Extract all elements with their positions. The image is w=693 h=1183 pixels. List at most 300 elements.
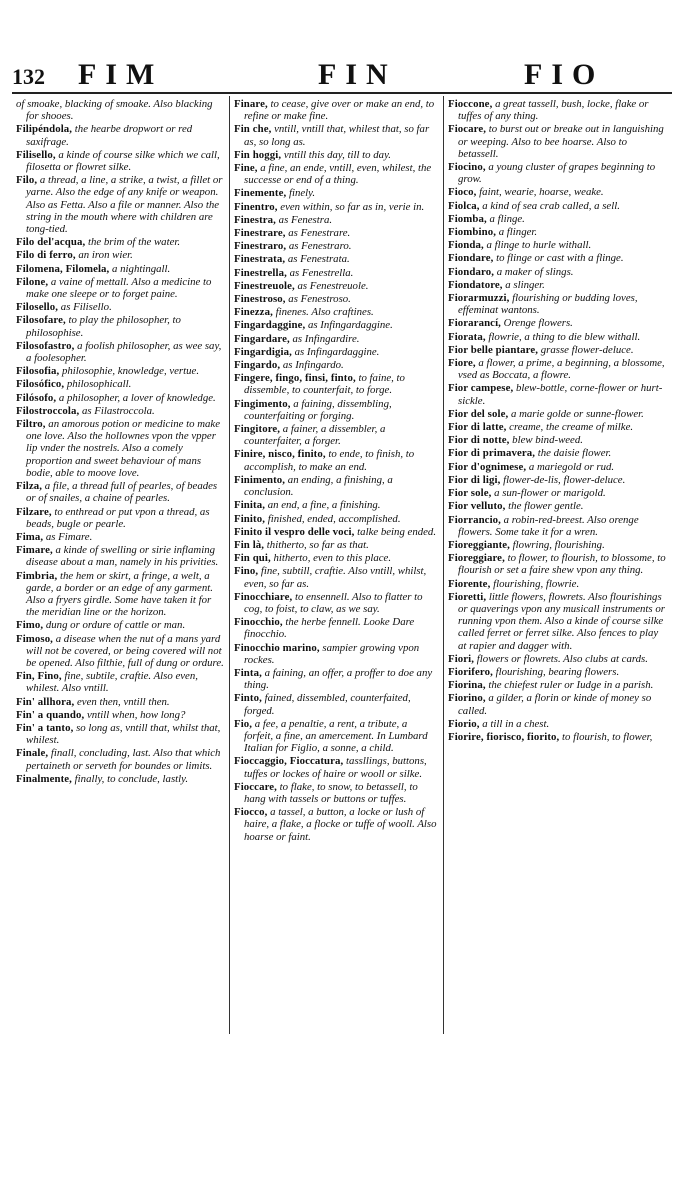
entry-headword: Fionda, bbox=[448, 239, 484, 252]
entry-headword: Fior d'ognimese, bbox=[448, 460, 527, 473]
entry-headword: Filosófico, bbox=[16, 378, 65, 391]
entry-headword: Finocchio, bbox=[234, 616, 283, 629]
dictionary-entry bbox=[16, 670, 226, 694]
entry-headword: Fiorino, bbox=[448, 692, 486, 705]
entry-definition: as Fenestrare. bbox=[285, 227, 351, 240]
dictionary-entry bbox=[234, 526, 438, 538]
entry-headword: Fingitore, bbox=[234, 423, 281, 436]
entry-headword: Fiorente, bbox=[448, 577, 491, 590]
entry-headword: Fioreggiare, bbox=[448, 552, 505, 565]
dictionary-entry bbox=[448, 487, 666, 499]
dictionary-entry bbox=[234, 474, 438, 498]
dictionary-entry bbox=[16, 301, 226, 313]
entry-headword: Filone, bbox=[16, 275, 49, 288]
entry-headword: Fino, bbox=[234, 565, 259, 578]
entry-definition: a great tassell, bush, locke, flake or tuffes of any thing. bbox=[458, 98, 649, 123]
dictionary-entry bbox=[234, 293, 438, 305]
entry-definition: grasse flower-deluce. bbox=[538, 343, 634, 356]
dictionary-entry bbox=[16, 392, 226, 404]
entry-definition: philosophicall. bbox=[64, 378, 132, 391]
entry-headword: Fior velluto, bbox=[448, 500, 506, 513]
entry-headword: Fingimento, bbox=[234, 397, 291, 410]
dictionary-entry bbox=[234, 280, 438, 292]
entry-headword: Filo di ferro, bbox=[16, 249, 76, 262]
entry-definition: an amorous potion or medicine to make one love. Also the hollownes vpon the vpper lip vnder the nostrels. Also a comely proportion and sweet behaviour of mans bodie, able to moove love. bbox=[26, 418, 221, 479]
entry-headword: Finire, nisco, finito, bbox=[234, 448, 326, 461]
dictionary-entry bbox=[234, 267, 438, 279]
dictionary-entry bbox=[448, 731, 666, 743]
entry-headword: Finestreuole, bbox=[234, 279, 295, 292]
entry-headword: Fingardare, bbox=[234, 332, 290, 345]
entry-definition: a vaine of mettall. Also a medicine to make one sleepe or to forget paine. bbox=[26, 275, 212, 301]
entry-definition: vntill, vntill that, whilest that, so far as, so long as. bbox=[244, 123, 430, 148]
entry-headword: Fiorarmuzzi, bbox=[448, 292, 510, 305]
entry-definition: as Fenestroso. bbox=[285, 293, 351, 306]
entry-headword: Filo del'acqua, bbox=[16, 236, 86, 249]
entry-definition: an ending, a finishing, a conclusion. bbox=[244, 473, 393, 499]
entry-definition: fine, subtill, craftie. Also vntill, whilst, even, so far as. bbox=[244, 565, 427, 590]
dictionary-entry bbox=[448, 226, 666, 238]
dictionary-entry bbox=[448, 461, 666, 473]
entry-definition: to burst out or breake out in languishing or weeping. Also to bee hoarse. Also to betassell. bbox=[458, 123, 664, 160]
entry-headword: Filtro, bbox=[16, 418, 46, 431]
entry-definition: the hem or skirt, a fringe, a welt, a garde, a border or an edge of any garment. Also a fryers girdle. Some have taken it for the meridian line or the horizon. bbox=[26, 569, 213, 619]
dictionary-entry bbox=[16, 249, 226, 261]
entry-definition: as Fenestrata. bbox=[285, 253, 350, 266]
entry-definition: little flowers, flowrets. Also flourishings or quaverings vpon any musicall instruments or running vpon them. Also a kinde of course silke called ferret or ferret silke. Also fences to play at rapier and dagger with. bbox=[458, 590, 665, 652]
dictionary-entry bbox=[448, 447, 666, 459]
entry-definition: hitherto, even to this place. bbox=[270, 552, 392, 565]
entry-definition: to faine, to dissemble, to counterfait, to forge. bbox=[244, 372, 405, 397]
dictionary-entry bbox=[448, 578, 666, 590]
entry-definition: an iron wier. bbox=[75, 249, 133, 262]
entry-definition: of smoake, blacking of smoake. Also blacking for shooes. bbox=[16, 98, 213, 123]
entry-definition: thitherto, so far as that. bbox=[264, 538, 369, 551]
dictionary-entry bbox=[16, 722, 226, 746]
entry-definition: finely. bbox=[286, 187, 316, 200]
entry-headword: Fin che, bbox=[234, 123, 272, 136]
dictionary-entry bbox=[16, 506, 226, 530]
dictionary-entry bbox=[448, 213, 666, 225]
dictionary-entry bbox=[234, 214, 438, 226]
entry-definition: a slinger. bbox=[502, 278, 545, 291]
entry-definition: as Infingardire. bbox=[289, 332, 360, 345]
entry-definition: flowring, flourishing. bbox=[509, 538, 605, 551]
entry-headword: Filosello, bbox=[16, 301, 59, 314]
dictionary-entry bbox=[16, 544, 226, 568]
entry-headword: Finto, bbox=[234, 692, 262, 705]
entry-definition: to flourish, to flower, bbox=[559, 730, 653, 743]
entry-definition: a fee, a penaltie, a rent, a tribute, a forfeit, a fine, an amercement. In Lumbard Italian for Figlio, a sonne, a child. bbox=[244, 717, 428, 755]
entry-definition: talke being ended. bbox=[354, 525, 437, 538]
entry-definition: flourishing, bearing flowers. bbox=[492, 665, 620, 678]
entry-definition: a disease when the nut of a mans yard will not be covered, or being covered will not be opened. Also filthie, full of dung or ordure. bbox=[26, 632, 224, 669]
entry-definition: as Fenestra. bbox=[275, 213, 333, 226]
dictionary-entry bbox=[448, 666, 666, 678]
entry-headword: Fioreggiante, bbox=[448, 538, 510, 551]
entry-headword: Fiombino, bbox=[448, 226, 496, 239]
entry-headword: Fiondatore, bbox=[448, 278, 503, 291]
entry-definition: a mariegold or rud. bbox=[526, 460, 615, 473]
entry-definition: a kinde of swelling or sirie inflaming disease about a man, namely in his privities. bbox=[26, 544, 219, 569]
entry-definition: a faining, an offer, a proffer to doe any thing. bbox=[244, 666, 433, 692]
dictionary-entry bbox=[448, 500, 666, 512]
entry-definition: a robin-red-breest. Also orenge flowers. Some take it for a wren. bbox=[458, 513, 639, 538]
column-1 bbox=[16, 98, 226, 1033]
entry-headword: Filzare, bbox=[16, 505, 52, 518]
dictionary-entry bbox=[16, 696, 226, 708]
entry-headword: Filo, bbox=[16, 174, 38, 187]
entry-definition: a fine, an ende, vntill, even, whilest, the successe or end of a thing. bbox=[244, 162, 432, 187]
entry-definition: as Filisello. bbox=[58, 301, 112, 314]
dictionary-entry bbox=[448, 98, 666, 122]
entry-headword: Fior di ligi, bbox=[448, 473, 501, 486]
entry-headword: Fingere, fingo, finsi, finto, bbox=[234, 372, 356, 385]
dictionary-entry bbox=[234, 718, 438, 755]
entry-definition: as Infingardaggine. bbox=[291, 345, 380, 358]
dictionary-entry bbox=[16, 405, 226, 417]
dictionary-entry bbox=[448, 279, 666, 291]
entry-headword: Finestra, bbox=[234, 213, 276, 226]
dictionary-entry bbox=[448, 514, 666, 538]
entry-definition: a kinde of course silke which we call, filosetta or flowret silke. bbox=[26, 148, 220, 174]
entry-headword: Finentro, bbox=[234, 200, 278, 213]
entry-headword: Fiorio, bbox=[448, 717, 480, 730]
dictionary-entry bbox=[16, 123, 226, 147]
entry-definition: as Fenestrella. bbox=[286, 266, 354, 279]
entry-headword: Fiocco, bbox=[234, 806, 268, 819]
entry-definition: creame, the creame of milke. bbox=[506, 421, 634, 434]
entry-headword: Finalmente, bbox=[16, 772, 72, 785]
dictionary-entry bbox=[234, 448, 438, 472]
entry-definition: finall, concluding, last. Also that which pertaineth or serveth for boundes or limits. bbox=[26, 747, 221, 772]
dictionary-entry bbox=[448, 239, 666, 251]
entry-definition: a thread, a line, a strike, a twist, a fillet or yarne. Also the edge of any knife or weapon. Also as Fetta. Also a file or manner. Also the string in the mouth where with children are tong-tied. bbox=[26, 174, 223, 236]
entry-definition: flowers or flowrets. Also clubs at cards. bbox=[474, 652, 648, 665]
entry-definition: a flinge to hurle withall. bbox=[483, 239, 592, 252]
entry-headword: Finta, bbox=[234, 666, 262, 679]
entry-headword: Fiondaro, bbox=[448, 265, 494, 278]
entry-definition: to cease, give over or make an end, to refine or make fine. bbox=[244, 98, 435, 123]
entry-headword: Finestrata, bbox=[234, 253, 286, 266]
entry-headword: Fimoso, bbox=[16, 632, 53, 645]
dictionary-entry bbox=[234, 333, 438, 345]
dictionary-entry bbox=[16, 263, 226, 275]
entry-definition: as Fenestraro. bbox=[286, 240, 352, 253]
entry-definition: flourishing, flowrie. bbox=[490, 577, 580, 590]
dictionary-entry bbox=[234, 372, 438, 396]
entry-definition: finally, to conclude, lastly. bbox=[71, 772, 189, 785]
entry-headword: Finito, bbox=[234, 512, 265, 525]
entry-headword: Fin' a quando, bbox=[16, 708, 85, 721]
dictionary-entry bbox=[234, 162, 438, 186]
dictionary-entry bbox=[234, 499, 438, 511]
dictionary-entry bbox=[234, 513, 438, 525]
entry-definition: a marie golde or sunne-flower. bbox=[508, 407, 644, 420]
entry-headword: Fin hoggi, bbox=[234, 148, 282, 161]
entry-definition: blew-bottle, corne-flower or hurt-sickle. bbox=[458, 382, 663, 407]
dictionary-entry bbox=[448, 292, 666, 316]
column-2 bbox=[234, 98, 438, 1033]
dictionary-entry bbox=[16, 174, 226, 235]
dictionary-entry bbox=[234, 565, 438, 589]
dictionary-entry bbox=[234, 201, 438, 213]
dictionary-entry bbox=[448, 679, 666, 691]
entry-definition: a philosopher, a lover of knowledge. bbox=[56, 391, 216, 404]
entry-definition: flourishing or budding loves, effeminat wantons. bbox=[458, 292, 638, 317]
entry-definition: faint, wearie, hoarse, weake. bbox=[476, 186, 604, 199]
entry-headword: Fioccare, bbox=[234, 780, 277, 793]
dictionary-entry bbox=[16, 709, 226, 721]
entry-definition: to flake, to snow, to betassell, to hang with tassels or buttons or tuffes. bbox=[244, 780, 418, 805]
dictionary-entry bbox=[448, 252, 666, 264]
entry-definition: the hearbe dropwort or red saxifrage. bbox=[26, 123, 193, 148]
dictionary-entry bbox=[16, 619, 226, 631]
entry-headword: Finocchiare, bbox=[234, 590, 293, 603]
dictionary-entry bbox=[448, 317, 666, 329]
entry-definition: a flower, a prime, a beginning, a blossome, vsed as Boccata, a flowre. bbox=[458, 357, 665, 382]
column-divider-2 bbox=[443, 96, 444, 1034]
entry-headword: Filza, bbox=[16, 480, 43, 493]
dictionary-entry bbox=[448, 653, 666, 665]
entry-definition: the daisie flower. bbox=[535, 447, 612, 460]
entry-definition: a faining, dissembling, counterfaiting or forging. bbox=[244, 397, 392, 422]
entry-definition: so long as, vntill that, whilst that, whilest. bbox=[26, 721, 221, 747]
dictionary-entry bbox=[448, 186, 666, 198]
dictionary-entry bbox=[234, 692, 438, 716]
entry-definition: a till in a chest. bbox=[479, 717, 550, 730]
dictionary-entry bbox=[234, 423, 438, 447]
entry-headword: Fiomba, bbox=[448, 212, 487, 225]
dictionary-entry bbox=[16, 747, 226, 771]
entry-headword: Fin' a tanto, bbox=[16, 721, 74, 734]
dictionary-entry bbox=[448, 123, 666, 160]
dictionary-entry bbox=[448, 474, 666, 486]
dictionary-entry bbox=[448, 161, 666, 185]
dictionary-entry bbox=[234, 306, 438, 318]
dictionary-entry bbox=[234, 253, 438, 265]
entry-definition: a young cluster of grapes beginning to grow. bbox=[458, 161, 656, 186]
dictionary-entry bbox=[16, 276, 226, 300]
entry-definition: to flinge or cast with a flinge. bbox=[493, 252, 624, 265]
entry-headword: Fine, bbox=[234, 162, 258, 175]
entry-definition: a flinge. bbox=[486, 212, 525, 225]
entry-definition: the flower gentle. bbox=[505, 500, 584, 513]
entry-definition: philosophie, knowledge, vertue. bbox=[59, 365, 200, 378]
dictionary-entry bbox=[448, 718, 666, 730]
entry-definition: an end, a fine, a finishing. bbox=[265, 499, 381, 512]
entry-definition: a kind of sea crab called, a sell. bbox=[479, 199, 620, 212]
entry-definition: a tassel, a button, a locke or lush of haire, a flake, a flocke or tuffe of wooll. Also hoarse or faint. bbox=[244, 806, 437, 843]
dictionary-entry bbox=[234, 806, 438, 843]
entry-headword: Fior di notte, bbox=[448, 434, 510, 447]
entry-headword: Fiorifero, bbox=[448, 665, 493, 678]
entry-headword: Fioccone, bbox=[448, 98, 493, 110]
dictionary-entry bbox=[448, 552, 666, 576]
entry-definition: the herbe fennell. Looke Dare finocchio. bbox=[244, 616, 415, 641]
entry-headword: Filosofare, bbox=[16, 314, 66, 327]
entry-headword: Finemente, bbox=[234, 187, 287, 200]
entry-headword: Fingardaggine, bbox=[234, 319, 306, 332]
entry-definition: a gilder, a florin or kinde of money so called. bbox=[458, 692, 652, 717]
dictionary-entry bbox=[234, 539, 438, 551]
page-number: 132 bbox=[12, 64, 45, 89]
entry-definition: a foolish philosopher, as wee say, a foolesopher. bbox=[26, 339, 222, 365]
entry-headword: Fin là, bbox=[234, 538, 265, 551]
entry-definition: a flinger. bbox=[496, 226, 538, 239]
dictionary-entry bbox=[234, 359, 438, 371]
entry-headword: Fingardo, bbox=[234, 359, 281, 372]
entry-definition: the brim of the water. bbox=[85, 236, 181, 249]
entry-definition: fained, dissembled, counterfaited, forged. bbox=[244, 692, 411, 717]
entry-headword: Filomena, Filomela, bbox=[16, 262, 110, 275]
entry-definition: dung or ordure of cattle or man. bbox=[43, 619, 186, 632]
entry-definition: to flower, to flourish, to blossome, to flourish or set a faire shew vpon any thing. bbox=[458, 552, 666, 577]
entry-headword: Finestroso, bbox=[234, 293, 286, 306]
column-divider-1 bbox=[229, 96, 230, 1034]
dictionary-entry bbox=[234, 591, 438, 615]
dictionary-entry bbox=[448, 434, 666, 446]
entry-headword: Fiocino, bbox=[448, 161, 486, 174]
dictionary-entry bbox=[448, 591, 666, 652]
entry-definition: even then, vntill then. bbox=[74, 695, 170, 708]
entry-definition: blew bind-weed. bbox=[509, 434, 583, 447]
entry-headword: Finestraro, bbox=[234, 240, 287, 253]
entry-definition: a nightingall. bbox=[109, 262, 171, 275]
dictionary-entry bbox=[234, 319, 438, 331]
entry-definition: a maker of slings. bbox=[494, 265, 574, 278]
entry-headword: Fiolca, bbox=[448, 199, 480, 212]
dictionary-entry bbox=[16, 418, 226, 479]
entry-headword: Fior belle piantare, bbox=[448, 343, 539, 356]
entry-headword: Fiorina, bbox=[448, 679, 486, 692]
entry-definition: as Infingardaggine. bbox=[305, 319, 393, 332]
entry-headword: Finezza, bbox=[234, 306, 273, 319]
dictionary-entry bbox=[16, 340, 226, 364]
dictionary-entry bbox=[16, 570, 226, 619]
entry-headword: Finimento, bbox=[234, 473, 286, 486]
entry-definition: finished, ended, accomplished. bbox=[265, 512, 401, 525]
dictionary-entry bbox=[234, 346, 438, 358]
entry-headword: Fior del sole, bbox=[448, 407, 509, 420]
dictionary-entry bbox=[448, 692, 666, 716]
entry-headword: Fior campese, bbox=[448, 382, 514, 395]
entry-headword: Fioco, bbox=[448, 186, 477, 199]
entry-definition: sampier growing vpon rockes. bbox=[244, 641, 420, 666]
entry-definition: as Fimare. bbox=[43, 530, 93, 543]
entry-definition: a sun-flower or marigold. bbox=[491, 487, 606, 500]
guide-word-center: FIN bbox=[318, 58, 397, 91]
entry-headword: Fior di latte, bbox=[448, 421, 507, 434]
entry-definition: to ensennell. Also to flatter to cog, to foist, to claw, as we say. bbox=[244, 590, 423, 615]
entry-headword: Fin' allhora, bbox=[16, 695, 75, 708]
dictionary-entry bbox=[234, 240, 438, 252]
dictionary-entry bbox=[16, 236, 226, 248]
dictionary-entry bbox=[448, 331, 666, 343]
dictionary-entry bbox=[16, 98, 226, 122]
entry-headword: Fiore, bbox=[448, 357, 476, 370]
dictionary-entry bbox=[16, 314, 226, 338]
entry-definition: to ende, to finish, to accomplish, to make an end. bbox=[244, 448, 415, 473]
entry-headword: Fiorata, bbox=[448, 330, 486, 343]
dictionary-entry bbox=[234, 227, 438, 239]
dictionary-entry bbox=[234, 98, 438, 122]
entry-headword: Finestrare, bbox=[234, 227, 286, 240]
dictionary-entry bbox=[448, 200, 666, 212]
entry-definition: the chiefest ruler or Iudge in a parish. bbox=[485, 679, 654, 692]
dictionary-entry bbox=[448, 408, 666, 420]
entry-headword: Fiorarancí, bbox=[448, 317, 501, 330]
entry-headword: Finestrella, bbox=[234, 266, 287, 279]
entry-headword: Filipéndola, bbox=[16, 123, 73, 136]
entry-headword: Fior di primavera, bbox=[448, 447, 536, 460]
entry-headword: Finito il vespro delle voci, bbox=[234, 525, 355, 538]
entry-headword: Fiorire, fiorisco, fiorito, bbox=[448, 730, 560, 743]
entry-headword: Fimbria, bbox=[16, 569, 58, 582]
dictionary-entry bbox=[448, 382, 666, 406]
dictionary-entry bbox=[16, 365, 226, 377]
entry-definition: flowrie, a thing to die blew withall. bbox=[485, 330, 641, 343]
entry-headword: Fimare, bbox=[16, 544, 53, 557]
dictionary-entry bbox=[16, 633, 226, 670]
entry-definition: fine, subtile, craftie. Also even, whilest. Also vntill. bbox=[26, 670, 198, 695]
dictionary-entry bbox=[234, 642, 438, 666]
dictionary-entry bbox=[234, 398, 438, 422]
dictionary-entry bbox=[448, 357, 666, 381]
dictionary-entry bbox=[448, 266, 666, 278]
entry-headword: Finita, bbox=[234, 499, 265, 512]
entry-definition: flower-de-lis, flower-deluce. bbox=[500, 473, 626, 486]
entry-headword: Fin qui, bbox=[234, 552, 271, 565]
dictionary-entry bbox=[234, 616, 438, 640]
entry-definition: vntill this day, till to day. bbox=[281, 148, 391, 161]
dictionary-entry bbox=[16, 773, 226, 785]
dictionary-entry bbox=[234, 123, 438, 147]
header-rule bbox=[12, 92, 672, 94]
entry-headword: Fiondare, bbox=[448, 252, 494, 265]
entry-headword: Fiori, bbox=[448, 652, 475, 665]
entry-headword: Fiocare, bbox=[448, 123, 487, 136]
entry-headword: Finale, bbox=[16, 747, 49, 760]
entry-definition: finenes. Also craftines. bbox=[272, 306, 374, 319]
entry-definition: to enthread or put vpon a thread, as beads, bugle or pearle. bbox=[26, 505, 210, 530]
entry-headword: Fima, bbox=[16, 530, 44, 543]
entry-definition: tassllings, buttons, tuffes or lockes of haire or wooll or silke. bbox=[244, 755, 427, 780]
entry-headword: Fior sole, bbox=[448, 487, 492, 500]
entry-headword: Fiorrancio, bbox=[448, 513, 501, 526]
entry-headword: Fio, bbox=[234, 717, 253, 730]
entry-headword: Finare, bbox=[234, 98, 268, 110]
column-3 bbox=[448, 98, 666, 1033]
dictionary-entry bbox=[234, 552, 438, 564]
dictionary-entry bbox=[16, 531, 226, 543]
dictionary-entry bbox=[234, 667, 438, 691]
entry-definition: to play the philosopher, to philosophise. bbox=[26, 314, 181, 339]
entry-headword: Fioretti, bbox=[448, 590, 487, 603]
entry-headword: Filostroccola, bbox=[16, 404, 80, 417]
entry-definition: a fainer, a dissembler, a counterfaiter, a forger. bbox=[244, 423, 386, 448]
entry-definition: as Filastroccola. bbox=[79, 404, 155, 417]
entry-headword: Filosofastro, bbox=[16, 339, 75, 352]
dictionary-entry bbox=[16, 149, 226, 173]
entry-headword: Finocchio marino, bbox=[234, 641, 320, 654]
dictionary-entry bbox=[16, 378, 226, 390]
entry-definition: as Infingardo. bbox=[280, 359, 344, 372]
entry-definition: Orenge flowers. bbox=[500, 317, 573, 330]
entry-definition: as Fenestreuole. bbox=[294, 279, 369, 292]
entry-headword: Filisello, bbox=[16, 148, 56, 161]
entry-headword: Fimo, bbox=[16, 619, 44, 632]
